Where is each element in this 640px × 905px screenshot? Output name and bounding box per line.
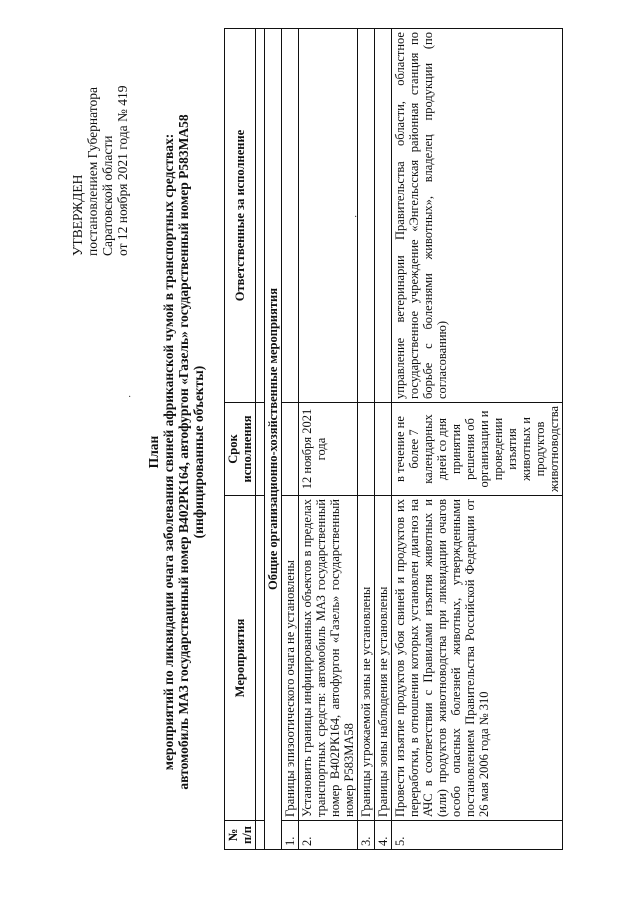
- document-title: [146, 28, 206, 876]
- table-header-row: [225, 29, 256, 850]
- table-row: [299, 29, 358, 850]
- title-line: автомобиль МАЗ государственный номер В402РК164, автофургон «Газель» государственный номер Р583МА58: [176, 114, 191, 790]
- header-action: Мероприятия: [225, 496, 256, 821]
- spacer-cell: [256, 821, 265, 850]
- row-responsible: [299, 29, 358, 403]
- plan-table: [224, 28, 563, 850]
- approval-stamp: [70, 26, 130, 256]
- title-heading: План: [146, 435, 161, 469]
- spacer-cell: [256, 496, 265, 821]
- row-action: Провести изъятие продуктов убоя свиней и продуктов их переработки, в отношении которых установлен диагноз на АЧС в соответствии с Правилами изъятия животных и (или) продуктов животноводства при ликвидации очагов особо опасных болезней животных, утвержденными постановлением Правительства Российской Федерации от 26 мая 2006 года № 310: [392, 496, 563, 821]
- row-term: [375, 403, 392, 496]
- scan-speck: ·: [128, 392, 132, 403]
- row-term: в течение не более 7 календарных дней со дня принятия решения об организации и проведении изъятия животных и продуктов животноводства: [392, 403, 563, 496]
- row-num: 3.: [358, 821, 375, 850]
- spacer-row: [256, 29, 265, 850]
- row-num: 4.: [375, 821, 392, 850]
- row-term: 12 ноября 2021 года: [299, 403, 358, 496]
- row-responsible: [282, 29, 299, 403]
- approval-line: постановлением Губернатора: [85, 87, 100, 256]
- row-responsible: [375, 29, 392, 403]
- spacer-cell: [256, 403, 265, 496]
- row-term: [358, 403, 375, 496]
- section-row: [265, 29, 282, 850]
- approval-heading: УТВЕРЖДЕН: [70, 174, 85, 256]
- rotated-content: [28, 28, 612, 876]
- table-row: [392, 29, 563, 850]
- table-row: [375, 29, 392, 850]
- section-title: Общие организационно-хозяйственные мероприятия: [265, 29, 282, 850]
- row-action: Границы эпизоотического очага не установлены: [282, 496, 299, 821]
- row-action: Границы зоны наблюдения не установлены: [375, 496, 392, 821]
- row-action: Установить границы инфицированных объектов в пределах транспортных средств: автомобиль МАЗ государственный номер В402РК164, автофургон «Газель» государственный номер Р583МА58: [299, 496, 358, 821]
- title-line: (инфицированные объекты): [191, 365, 206, 539]
- title-line: мероприятий по ликвидации очага заболевания свиней африканской чумой в транспортных средствах:: [161, 133, 176, 771]
- spacer-cell: [256, 29, 265, 403]
- header-num: № п/п: [225, 821, 256, 850]
- row-responsible: [358, 29, 375, 403]
- row-num: 1.: [282, 821, 299, 850]
- row-num: 5.: [392, 821, 563, 850]
- row-num: 2.: [299, 821, 358, 850]
- table-row: [358, 29, 375, 850]
- approval-line: Саратовской области: [100, 135, 115, 256]
- row-responsible: управление ветеринарии Правительства области, областное государственное учреждение «Энгельсская районная станция по борьбе с болезнями животных», владелец продукции (по согласованию): [392, 29, 563, 403]
- header-responsible: Ответственные за исполнение: [225, 29, 256, 403]
- table-row: [282, 29, 299, 850]
- row-term: [282, 403, 299, 496]
- row-action: Границы угрожаемой зоны не установлены: [358, 496, 375, 821]
- header-term: Срок исполнения: [225, 403, 256, 496]
- scan-speck: ·: [354, 212, 358, 223]
- approval-date: от 12 ноября 2021 года № 419: [115, 85, 130, 256]
